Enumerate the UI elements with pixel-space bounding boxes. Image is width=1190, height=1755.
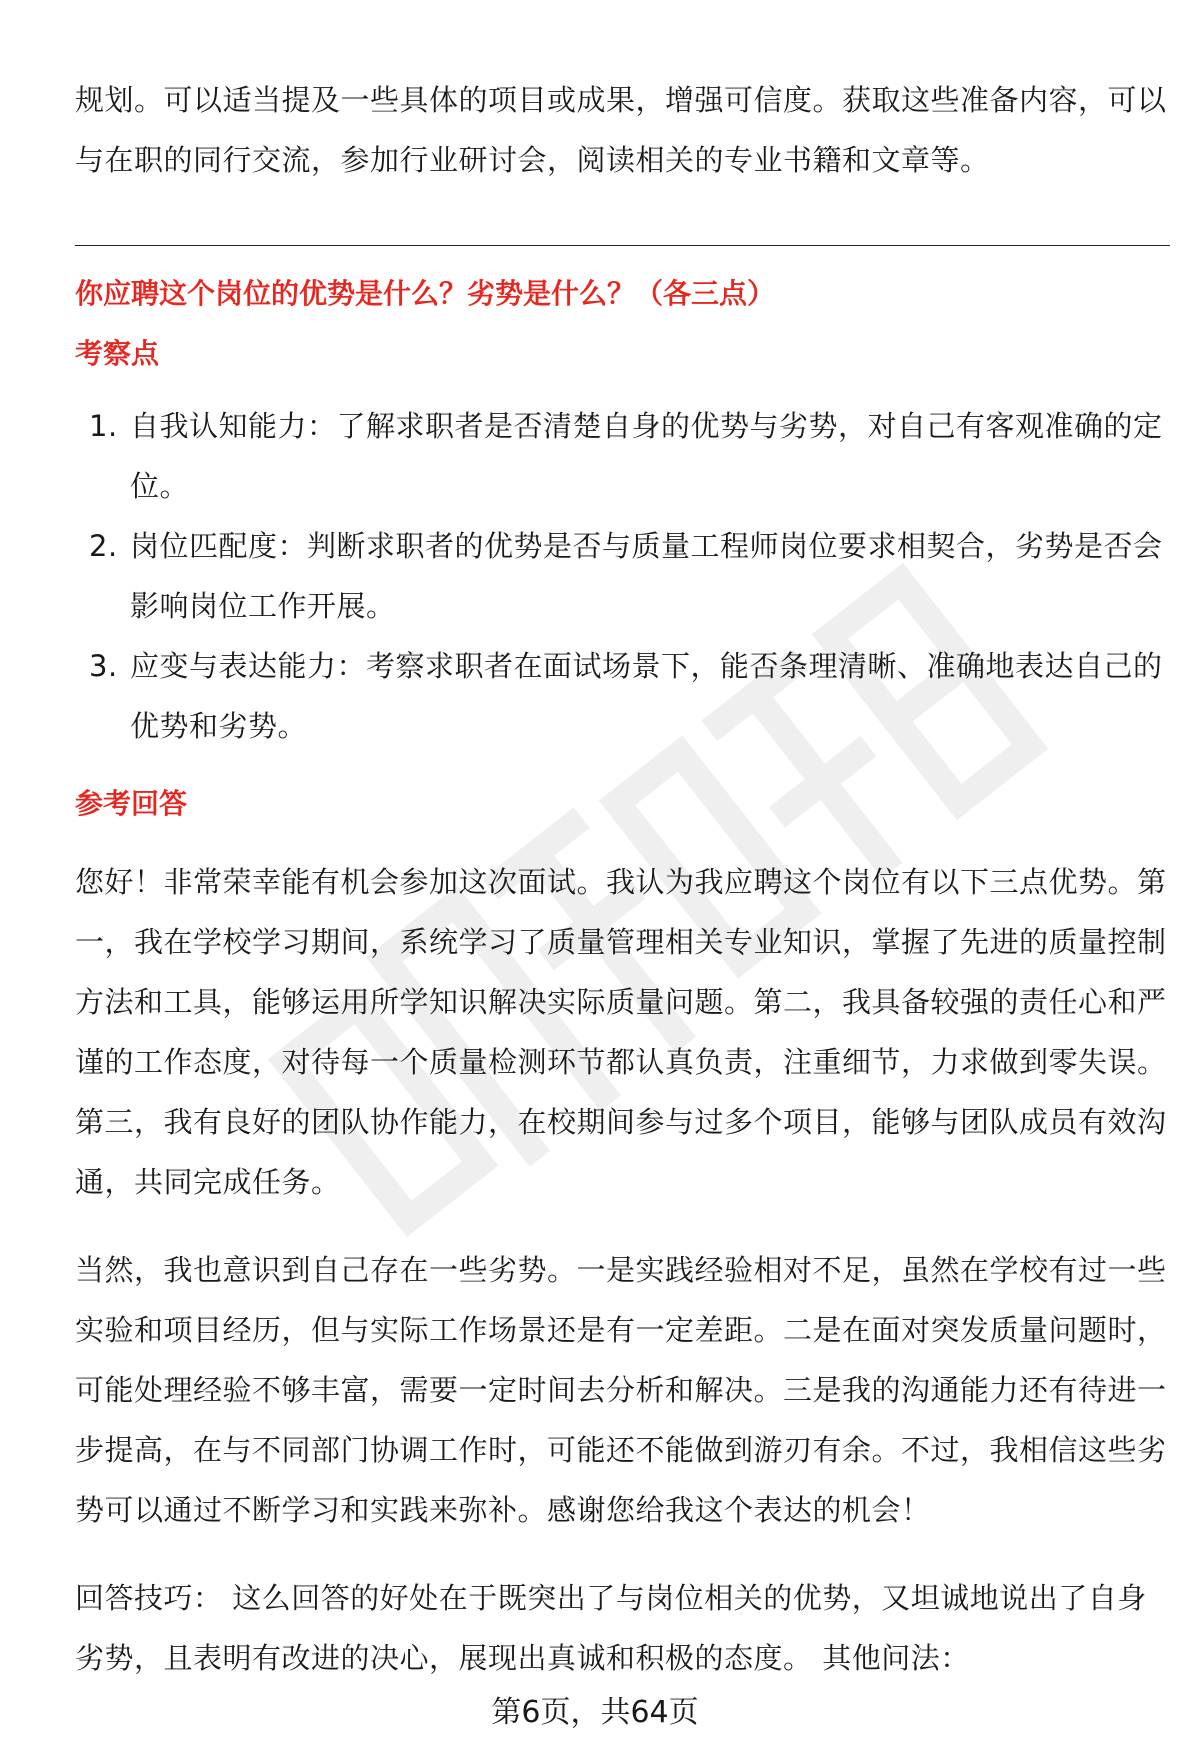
main-content bbox=[75, 70, 1170, 1688]
question-heading: 你应聘这个岗位的优势是什么？劣势是什么？（各三点） bbox=[75, 277, 776, 310]
answer-weaknesses-paragraph: 当然，我也意识到自己存在一些劣势。一是实践经验相对不足，虽然在学校有过一些实验和项目经历，但与实际工作场景还是有一定差距。二是在面对突发质量问题时，可能处理经验不够丰富，需要一定时间去分析和解决。三是我的沟通能力还有待进一步提高，在与不同部门协调工作时，可能还不能做到游刃有余。不过，我相信这些劣势可以通过不断学习和实践来弥补。感谢您给我这个表达的机会！ bbox=[75, 1253, 1167, 1527]
answer-strengths-paragraph: 您好！非常荣幸能有机会参加这次面试。我认为我应聘这个岗位有以下三点优势。第一，我在学校学习期间，系统学习了质量管理相关专业知识，掌握了先进的质量控制方法和工具，能够运用所学知识解决实际质量问题。第二，我具备较强的责任心和严谨的工作态度，对待每一个质量检测环节都认真负责，注重细节，力求做到零失误。第三，我有良好的团队协作能力，在校期间参与过多个项目，能够与团队成员有效沟通，共同完成任务。 bbox=[75, 865, 1167, 1199]
list-item-number: 3. bbox=[89, 649, 118, 683]
exam-points-heading: 考察点 bbox=[75, 337, 160, 370]
section-divider bbox=[75, 245, 1170, 246]
list-item bbox=[75, 396, 1170, 516]
intro-paragraph: 规划。可以适当提及一些具体的项目或成果，增强可信度。获取这些准备内容，可以与在职的同行交流，参加行业研讨会，阅读相关的专业书籍和文章等。 bbox=[75, 83, 1167, 177]
reference-answer-heading: 参考回答 bbox=[75, 787, 188, 820]
answer-tips-paragraph: 回答技巧： 这么回答的好处在于既突出了与岗位相关的优势，又坦诚地说出了自身劣势，且表明有改进的决心，展现出真诚和积极的态度。 其他问法： bbox=[75, 1581, 1147, 1675]
list-item-text: 自我认知能力：了解求职者是否清楚自身的优势与劣势，对自己有客观准确的定位。 bbox=[130, 409, 1163, 503]
list-item bbox=[75, 516, 1170, 636]
list-item-text: 应变与表达能力：考察求职者在面试场景下，能否条理清晰、准确地表达自己的优势和劣势。 bbox=[130, 649, 1163, 743]
page-footer: 第6页，共64页 bbox=[491, 1695, 699, 1730]
list-item-number: 1. bbox=[89, 409, 118, 443]
exam-points-list bbox=[75, 396, 1170, 756]
list-item-text: 岗位匹配度：判断求职者的优势是否与质量工程师岗位要求相契合，劣势是否会影响岗位工作开展。 bbox=[130, 529, 1163, 623]
list-item bbox=[75, 636, 1170, 756]
list-item-number: 2. bbox=[89, 529, 118, 563]
